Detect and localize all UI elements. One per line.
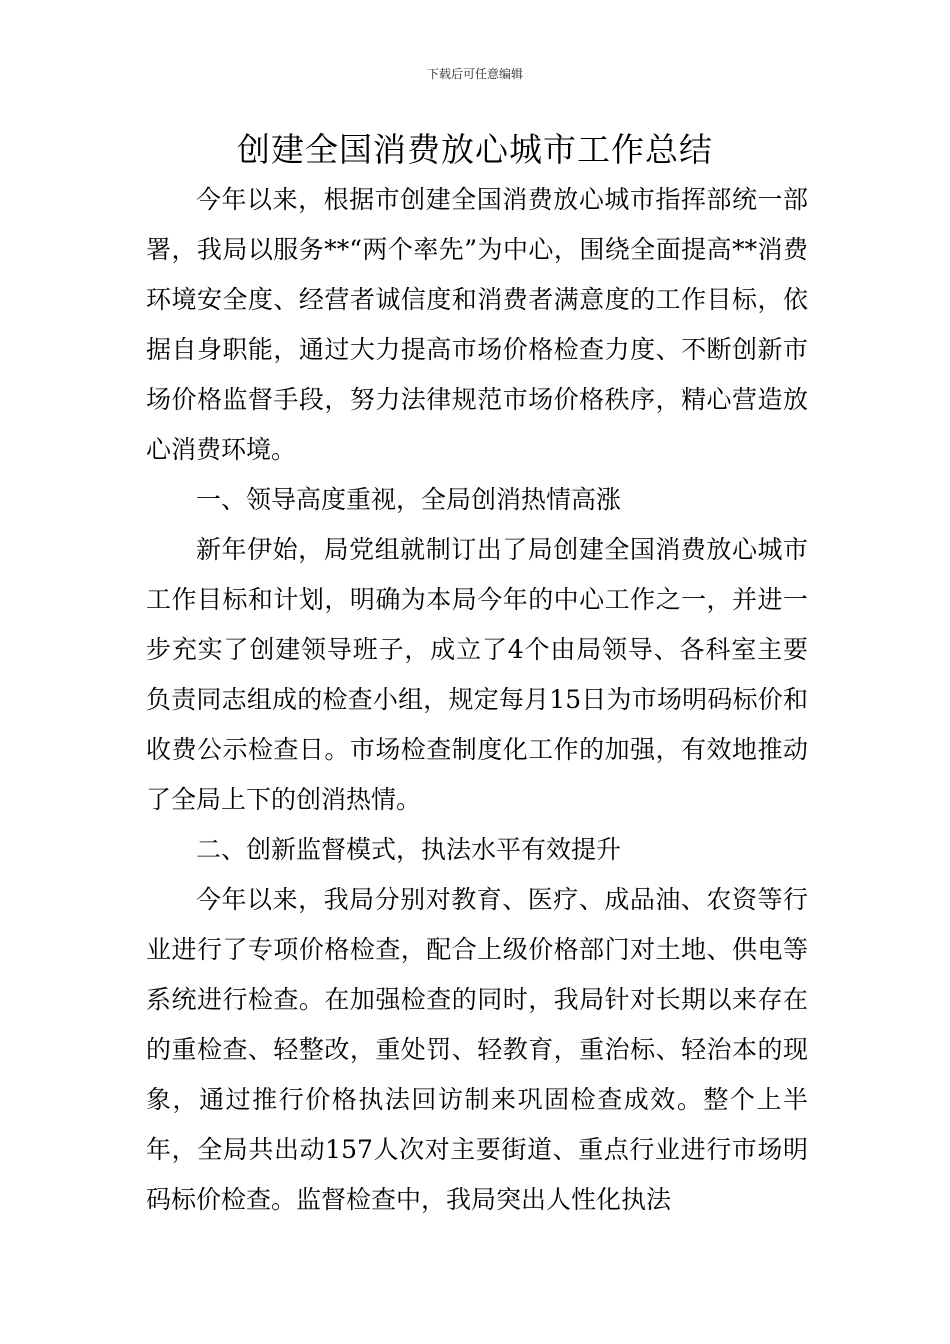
section-heading-2: 二、创新监督模式，执法水平有效提升 [196,835,622,864]
paragraph-section-2: 今年以来，我局分别对教育、医疗、成品油、农资等行业进行了专项价格检查，配合上级价格部门对土地、供电等系统进行检查。在加强检查的同时，我局针对长期以来存在的重检查、轻整改，重处罚、轻教育，重治标、轻治本的现象，通过推行价格执法回访制来巩固检查成效。整个上半年，全局共出动157人次对主要街道、重点行业进行市场明码标价检查。监督检查中，我局突出人性化执法 [146,885,808,1214]
paragraph-intro: 今年以来，根据市创建全国消费放心城市指挥部统一部署，我局以服务**“两个率先”为中心，围绕全面提高**消费环境安全度、经营者诚信度和消费者满意度的工作目标，依据自身职能，通过大力提高市场价格检查力度、不断创新市场价格监督手段，努力法律规范市场价格秩序，精心营造放心消费环境。 [146,185,808,464]
document-title: 创建全国消费放心城市工作总结 [237,130,713,169]
document-body [146,175,808,1235]
paragraph-section-1: 新年伊始，局党组就制订出了局创建全国消费放心城市工作目标和计划，明确为本局今年的中心工作之一，并进一步充实了创建领导班子，成立了4个由局领导、各科室主要负责同志组成的检查小组，规定每月15日为市场明码标价和收费公示检查日。市场检查制度化工作的加强，有效地推动了全局上下的创消热情。 [146,535,808,814]
header-note: 下载后可任意编辑 [426,67,523,81]
section-heading-1: 一、领导高度重视，全局创消热情高涨 [196,485,622,514]
